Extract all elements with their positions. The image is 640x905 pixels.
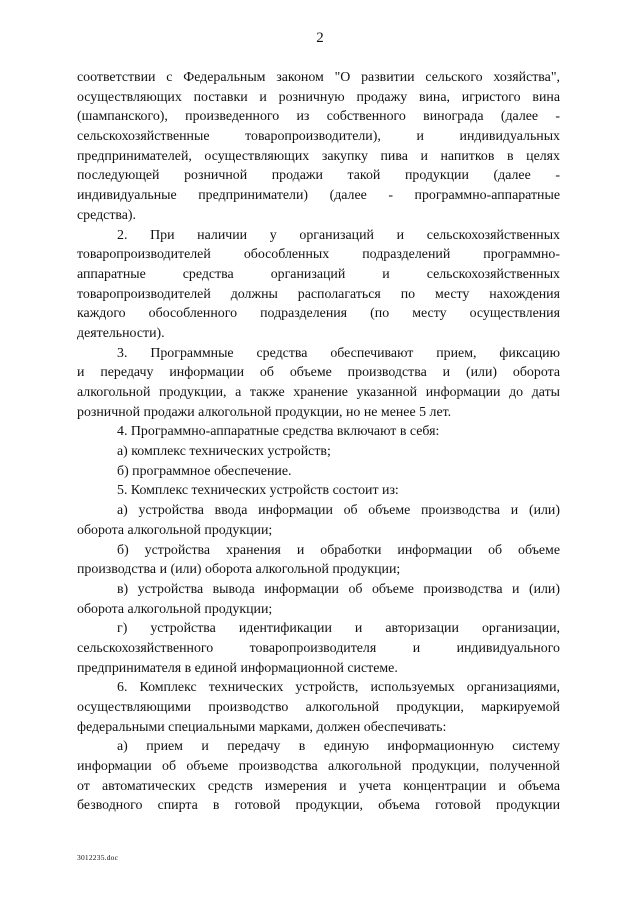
text-line: от автоматических средств измерения и учета концентрации и объема: [77, 778, 560, 794]
text-line: аппаратные средства организаций и сельскохозяйственных: [77, 266, 560, 282]
list-item: а) комплекс технических устройств;: [117, 444, 331, 460]
text-line: товаропроизводителей должны располагаться по месту нахождения: [77, 286, 560, 302]
text-line: осуществляющими производство алкогольной продукции, маркируемой: [77, 700, 560, 715]
paragraph-2-start: 2. При наличии у организаций и сельскохозяйственных: [117, 227, 560, 243]
text-line: оборота алкогольной продукции;: [77, 522, 273, 538]
text-line: последующей розничной продажи такой продукции (далее -: [77, 168, 560, 184]
footer-filename: 3012235.doc: [77, 853, 119, 862]
text-line: индивидуальные предприниматели) (далее - программно-аппаратные: [77, 188, 560, 204]
text-line: (шампанского), произведенного из собственного винограда (далее -: [77, 109, 560, 125]
text-line: информации об объеме производства алкогольной продукции, полученной: [77, 759, 560, 775]
text-line: федеральными специальными марками, должен обеспечивать:: [77, 719, 447, 735]
text-line: средства).: [77, 207, 137, 223]
list-item: б) программное обеспечение.: [117, 463, 292, 479]
text-line: осуществляющих поставки и розничную продажу вина, игристого вина: [77, 89, 560, 105]
document-body: [77, 68, 560, 816]
text-line: товаропроизводителей обособленных подразделений программно-: [77, 247, 560, 263]
list-item: б) устройства хранения и обработки информации об объеме: [117, 542, 560, 558]
paragraph-3-start: 3. Программные средства обеспечивают прием, фиксацию: [117, 345, 560, 361]
text-line: безводного спирта в готовой продукции, объема готовой продукции: [77, 798, 560, 814]
text-line: алкогольной продукции, а также хранение указанной информации до даты: [77, 385, 560, 400]
list-item: а) устройства ввода информации об объеме производства и (или): [117, 503, 560, 519]
text-line: соответствии с Федеральным законом "О развитии сельского хозяйства",: [77, 70, 560, 85]
text-line: и передачу информации об объеме производства и (или) оборота: [77, 365, 560, 381]
text-line: оборота алкогольной продукции;: [77, 601, 273, 617]
text-line: сельскохозяйственные товаропроизводители), и индивидуальных: [77, 129, 560, 145]
text-line: производства и (или) оборота алкогольной продукции;: [77, 562, 401, 578]
text-line: каждого обособленного подразделения (по месту осуществления: [77, 306, 560, 322]
text-line: сельскохозяйственного товаропроизводителя и индивидуального: [77, 640, 560, 656]
list-item: г) устройства идентификации и авторизации организации,: [117, 621, 560, 637]
paragraph-5-start: 5. Комплекс технических устройств состоит из:: [117, 483, 399, 499]
list-item: а) прием и передачу в единую информационную систему: [117, 739, 560, 755]
paragraph-4-start: 4. Программно-аппаратные средства включают в себя:: [117, 424, 440, 440]
text-line: предпринимателей, осуществляющих закупку пива и напитков в целях: [77, 148, 560, 164]
text-line: предпринимателя в единой информационной системе.: [77, 660, 398, 676]
page-number: 2: [316, 30, 324, 46]
text-line: розничной продажи алкогольной продукции, но не менее 5 лет.: [77, 404, 452, 420]
list-item: в) устройства вывода информации об объеме производства и (или): [117, 581, 560, 597]
text-line: деятельности).: [77, 325, 165, 341]
paragraph-6-start: 6. Комплекс технических устройств, используемых организациями,: [117, 680, 560, 696]
